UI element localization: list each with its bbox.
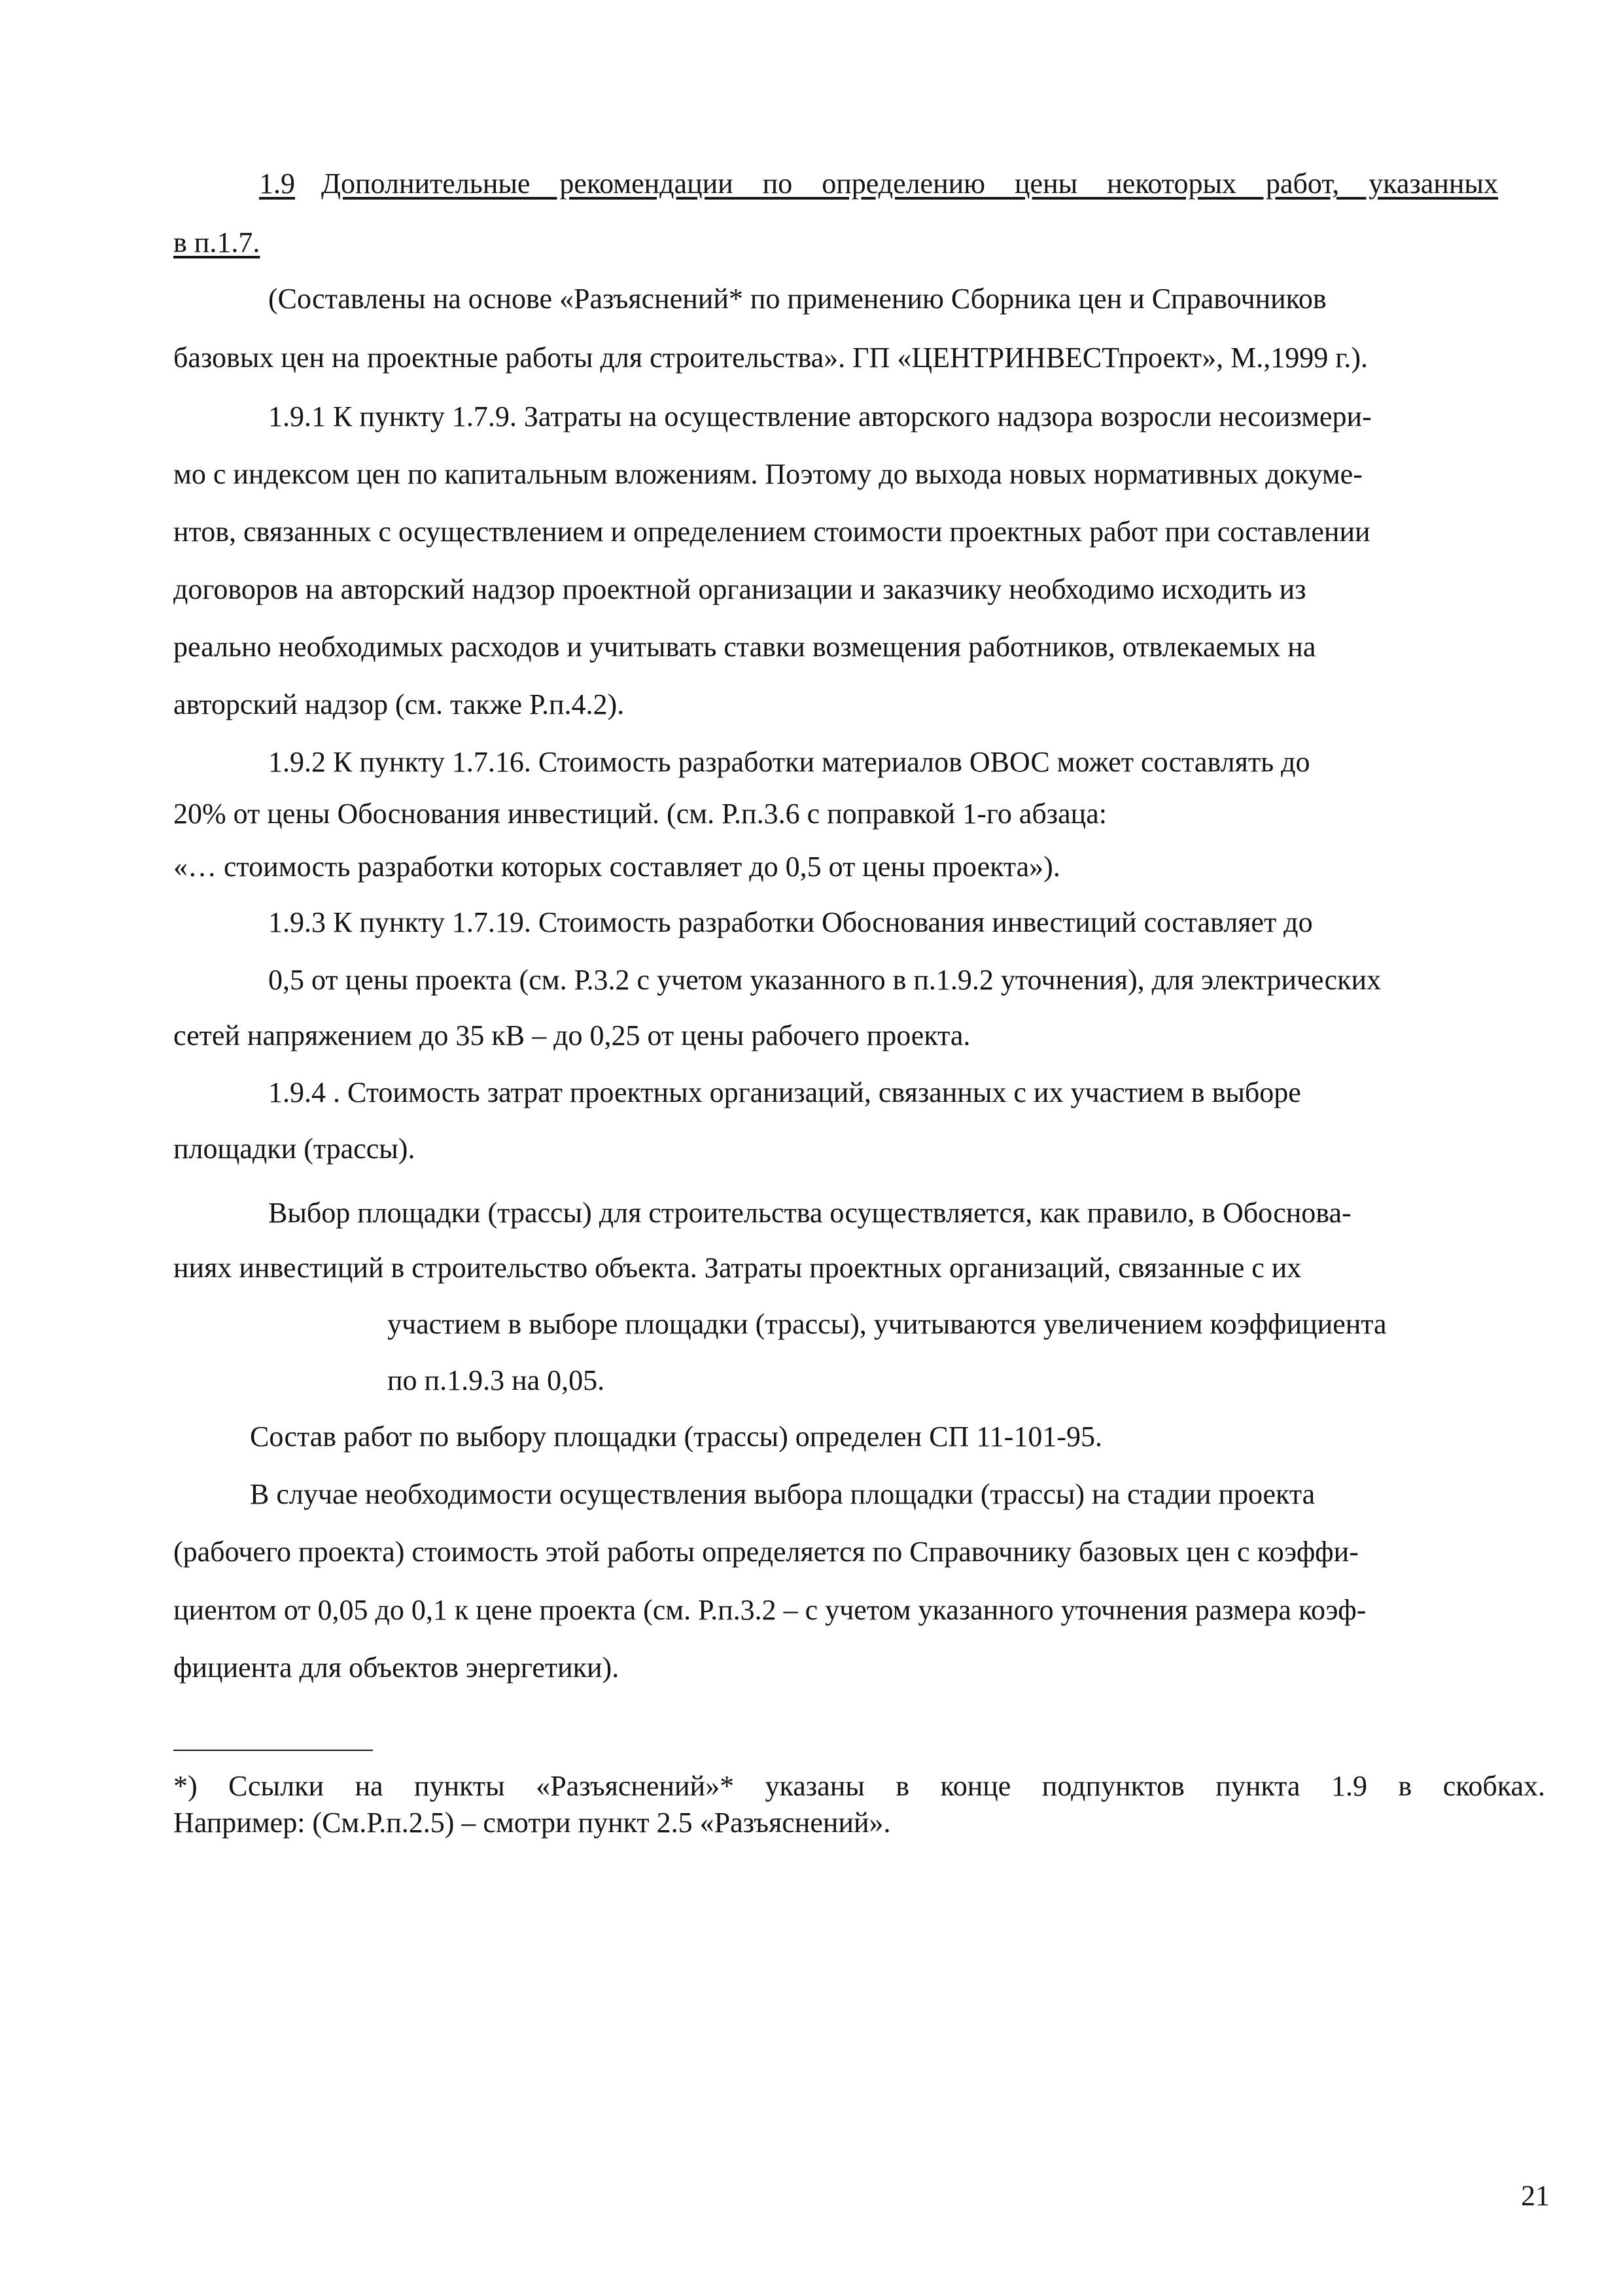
sluchae-line-2: (рабочего проекта) стоимость этой работы определяется по Справочнику базовых цен с коэффи- <box>173 1536 1359 1568</box>
p191-line-2: мо с индексом цен по капитальным вложениям. Поэтому до выхода новых нормативных докуме- <box>173 458 1363 490</box>
p191-line-5: реально необходимых расходов и учитывать ставки возмещения работников, отвлекаемых на <box>173 631 1316 663</box>
sluchae-line-1: В случае необходимости осуществления выбора площадки (трассы) на стадии проекта <box>250 1478 1316 1510</box>
p192-line-1: 1.9.2 К пункту 1.7.16. Стоимость разработки материалов ОВОС может составлять до <box>268 746 1310 778</box>
vybor-line-1: Выбор площадки (трассы) для строительства осуществляется, как правило, в Обоснова- <box>268 1197 1352 1229</box>
intro-line-1: (Составлены на основе «Разъяснений* по применению Сборника цен и Справочников <box>268 283 1327 315</box>
p194-line-1: 1.9.4 . Стоимость затрат проектных организаций, связанных с их участием в выборе <box>268 1076 1301 1108</box>
intro-line-2: базовых цен на проектные работы для строительства». ГП «ЦЕНТРИНВЕСТпроект», М.,1999 г.). <box>173 342 1368 374</box>
p192-line-2: 20% от цены Обоснования инвестиций. (см. Р.п.3.6 с поправкой 1-го абзаца: <box>173 798 1107 830</box>
vybor-line-3: участием в выборе площадки (трассы), учитываются увеличением коэффициента <box>387 1308 1387 1340</box>
p193-line-1: 1.9.3 К пункту 1.7.19. Стоимость разработки Обоснования инвестиций составляет до <box>268 906 1313 938</box>
p193-line-2: 0,5 от цены проекта (см. Р.3.2 с учетом указанного в п.1.9.2 уточнения), для электрических <box>268 964 1382 996</box>
vybor-line-2: ниях инвестиций в строительство объекта. Затраты проектных организаций, связанные с их <box>173 1252 1302 1284</box>
section-heading-number: 1.9 <box>259 168 295 200</box>
p192-line-3: «… стоимость разработки которых составляет до 0,5 от цены проекта»). <box>173 851 1060 883</box>
p191-line-6: авторский надзор (см. также Р.п.4.2). <box>173 688 625 720</box>
vybor-line-4: по п.1.9.3 на 0,05. <box>387 1364 605 1396</box>
p191-line-3: нтов, связанных с осуществлением и определением стоимости проектных работ при составлении <box>173 516 1370 548</box>
sostav-line: Состав работ по выбору площадки (трассы) определен СП 11-101-95. <box>250 1421 1102 1453</box>
section-heading <box>259 166 1498 202</box>
page-number: 21 <box>1521 2180 1550 2212</box>
footnote-line-2: Например: (См.Р.п.2.5) – смотри пункт 2.5 «Разъяснений». <box>173 1807 891 1839</box>
section-heading-continuation: в п.1.7. <box>173 226 260 258</box>
p191-line-4: договоров на авторский надзор проектной организации и заказчику необходимо исходить из <box>173 573 1306 605</box>
footnote-line-1: *) Ссылки на пункты «Разъяснений»* указаны в конце подпунктов пункта 1.9 в скобках. <box>173 1770 1545 1802</box>
sluchae-line-4: фициента для объектов энергетики). <box>173 1651 620 1684</box>
section-heading-text: Дополнительные рекомендации по определению цены некоторых работ, указанных <box>321 168 1498 200</box>
sluchae-line-3: циентом от 0,05 до 0,1 к цене проекта (см. Р.п.3.2 – с учетом указанного уточнения размера коэф- <box>173 1594 1367 1626</box>
footnote-divider <box>173 1750 373 1751</box>
p193-line-3: сетей напряжением до 35 кВ – до 0,25 от цены рабочего проекта. <box>173 1019 971 1051</box>
p194-line-2: площадки (трассы). <box>173 1133 415 1165</box>
p191-line-1: 1.9.1 К пункту 1.7.9. Затраты на осуществление авторского надзора возросли несоизмери- <box>268 400 1372 433</box>
